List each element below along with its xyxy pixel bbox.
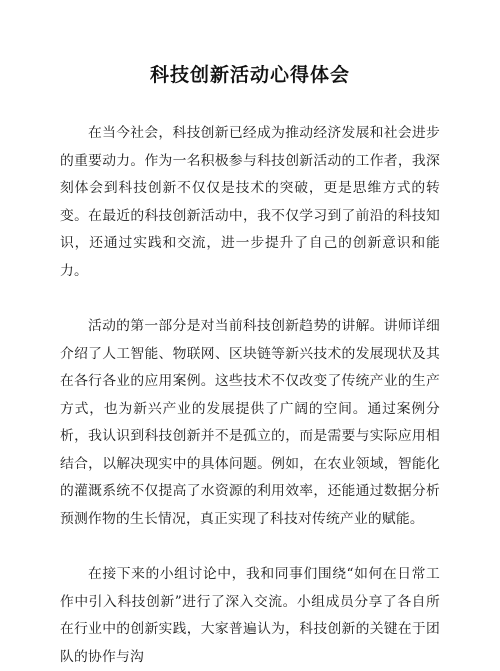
document-title: 科技创新活动心得体会: [149, 64, 350, 86]
paragraph-1: 在当今社会，科技创新已经成为推动经济发展和社会进步的重要动力。作为一名积极参与科技创新活动的工作者，我深刻体会到科技创新不仅仅是技术的突破，更是思维方式的转变。在最近的科技创新活动中，我不仅学习到了前沿的科技知识，还通过实践和交流，进一步提升了自己的创新意识和能力。: [60, 125, 440, 279]
paragraph-3: 在接下来的小组讨论中，我和同事们围绕“如何在日常工作中引入科技创新”进行了深入交流。小组成员分享了各自所在行业中的创新实践，大家普遍认为，科技创新的关键在于团队的协作与沟: [60, 566, 440, 665]
paragraph-2: 活动的第一部分是对当前科技创新趋势的讲解。讲师详细介绍了人工智能、物联网、区块链等新兴技术的发展现状及其在各行各业的应用案例。这些技术不仅改变了传统产业的生产方式，也为新兴产业的发展提供了广阔的空间。通过案例分析，我认识到科技创新并不是孤立的，而是需要与实际应用相结合，以解决现实中的具体问题。例如，在农业领域，智能化的灌溉系统不仅提高了水资源的利用效率，还能通过数据分析预测作物的生长情况，真正实现了科技对传统产业的赋能。: [60, 318, 440, 527]
document-body: [60, 120, 440, 671]
